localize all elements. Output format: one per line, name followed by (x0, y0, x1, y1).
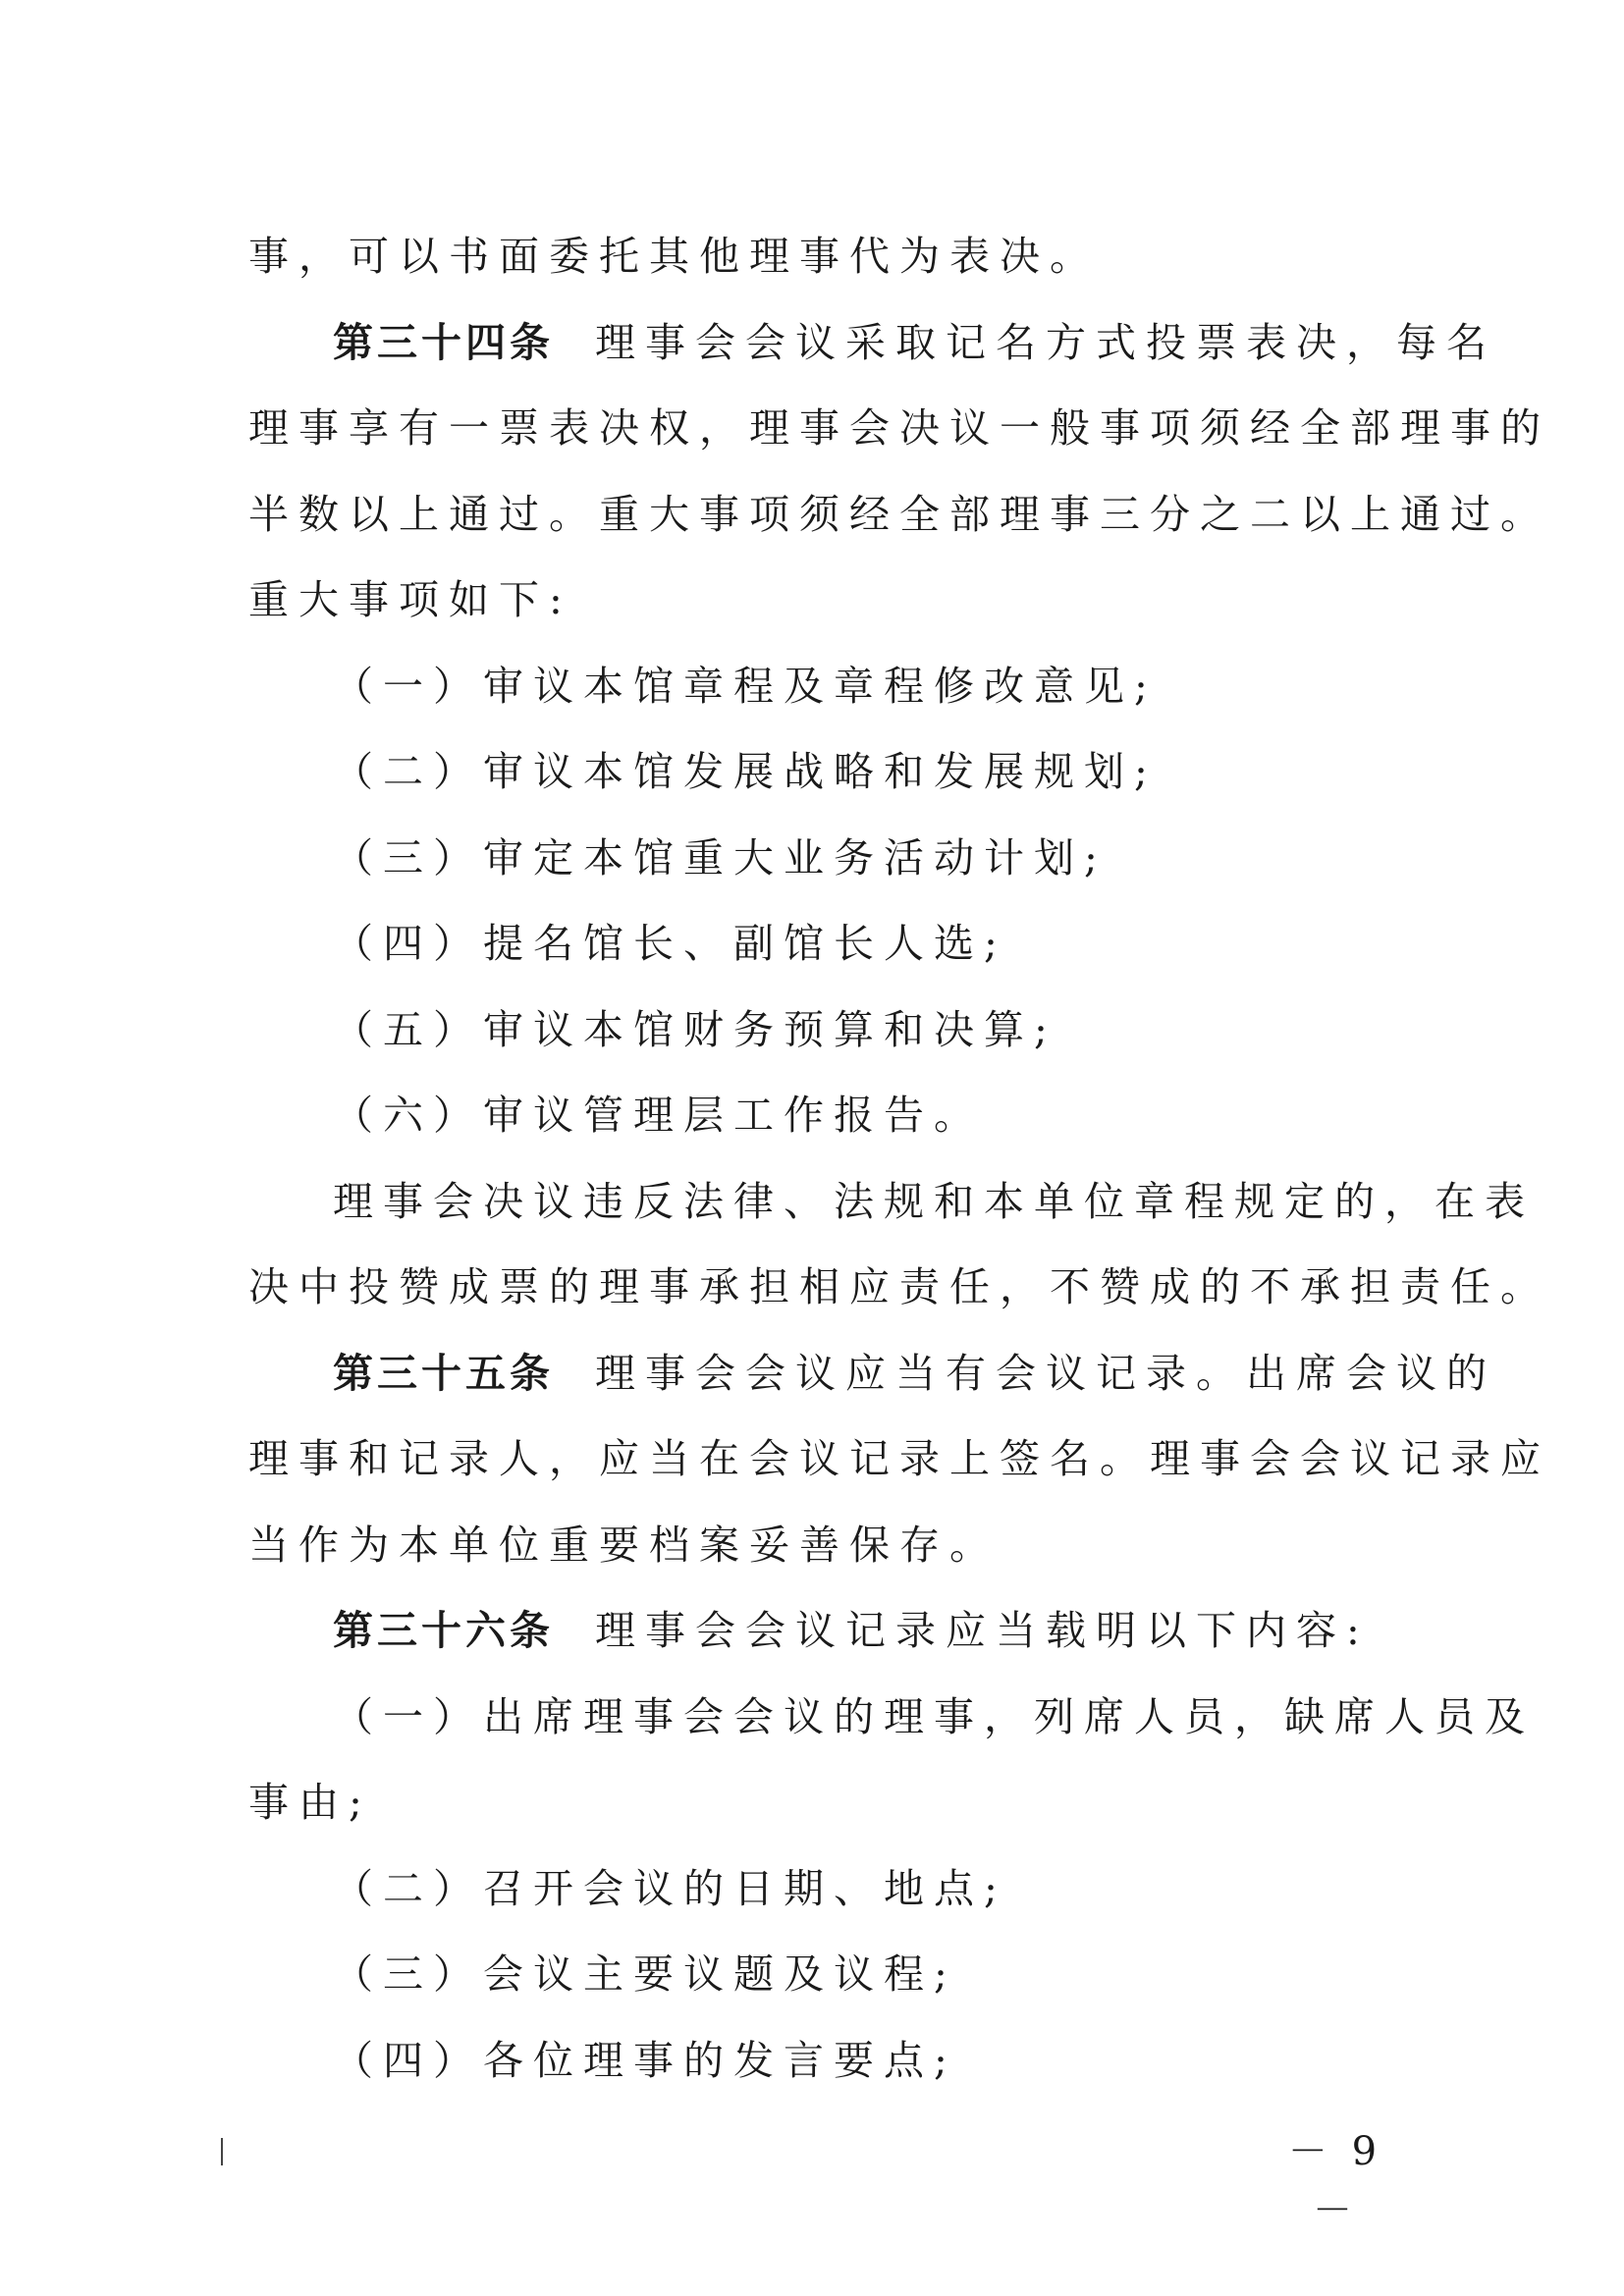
text-line: 理事和记录人，应当在会议记录上签名。理事会会议记录应 (248, 1435, 1550, 1482)
text-line: 决中投赞成票的理事承担相应责任，不赞成的不承担责任。 (248, 1263, 1550, 1310)
list-item: （五）审议本馆财务预算和决算; (333, 1005, 1057, 1053)
article-34-text: 理事会会议采取记名方式投票表决，每名 (595, 318, 1496, 366)
list-item: （三）会议主要议题及议程; (333, 1950, 957, 1998)
text-line: 理事享有一票表决权，理事会决议一般事项须经全部理事的 (248, 404, 1550, 452)
text-line: 当作为本单位重要档案妥善保存。 (248, 1521, 1000, 1569)
text-line: 重大事项如下: (248, 576, 572, 623)
list-item: （一）出席理事会会议的理事，列席人员，缺席人员及 (333, 1692, 1535, 1740)
list-item: （一）审议本馆章程及章程修改意见; (333, 662, 1158, 710)
list-item: （二）审议本馆发展战略和发展规划; (333, 748, 1158, 795)
list-item: （三）审定本馆重大业务活动计划; (333, 833, 1108, 881)
article-35-text: 理事会会议应当有会议记录。出席会议的 (595, 1349, 1496, 1397)
list-item: （四）各位理事的发言要点; (333, 2036, 957, 2084)
binding-margin-mark (221, 2138, 223, 2165)
article-36-line (248, 1588, 1387, 1675)
list-item: （六）审议管理层工作报告。 (333, 1092, 984, 1139)
article-34-line (248, 300, 1496, 387)
body-text (248, 214, 1550, 2104)
list-item: （二）召开会议的日期、地点; (333, 1864, 1007, 1912)
article-35-heading: 第三十五条 (333, 1349, 554, 1397)
page-number: － 9 － (1287, 2129, 1383, 2233)
article-35-line (248, 1331, 1496, 1417)
article-36-heading: 第三十六条 (333, 1607, 554, 1654)
text-line: 半数以上通过。重大事项须经全部理事三分之二以上通过。 (248, 490, 1550, 538)
text-line: 事由; (248, 1779, 372, 1826)
article-34-heading: 第三十四条 (333, 318, 554, 366)
text-line: 理事会决议违反法律、法规和本单位章程规定的，在表 (333, 1177, 1535, 1225)
list-item: （四）提名馆长、副馆长人选; (333, 920, 1007, 967)
article-36-text: 理事会会议记录应当载明以下内容: (595, 1607, 1370, 1654)
text-line: 事，可以书面委托其他理事代为表决。 (248, 233, 1100, 280)
